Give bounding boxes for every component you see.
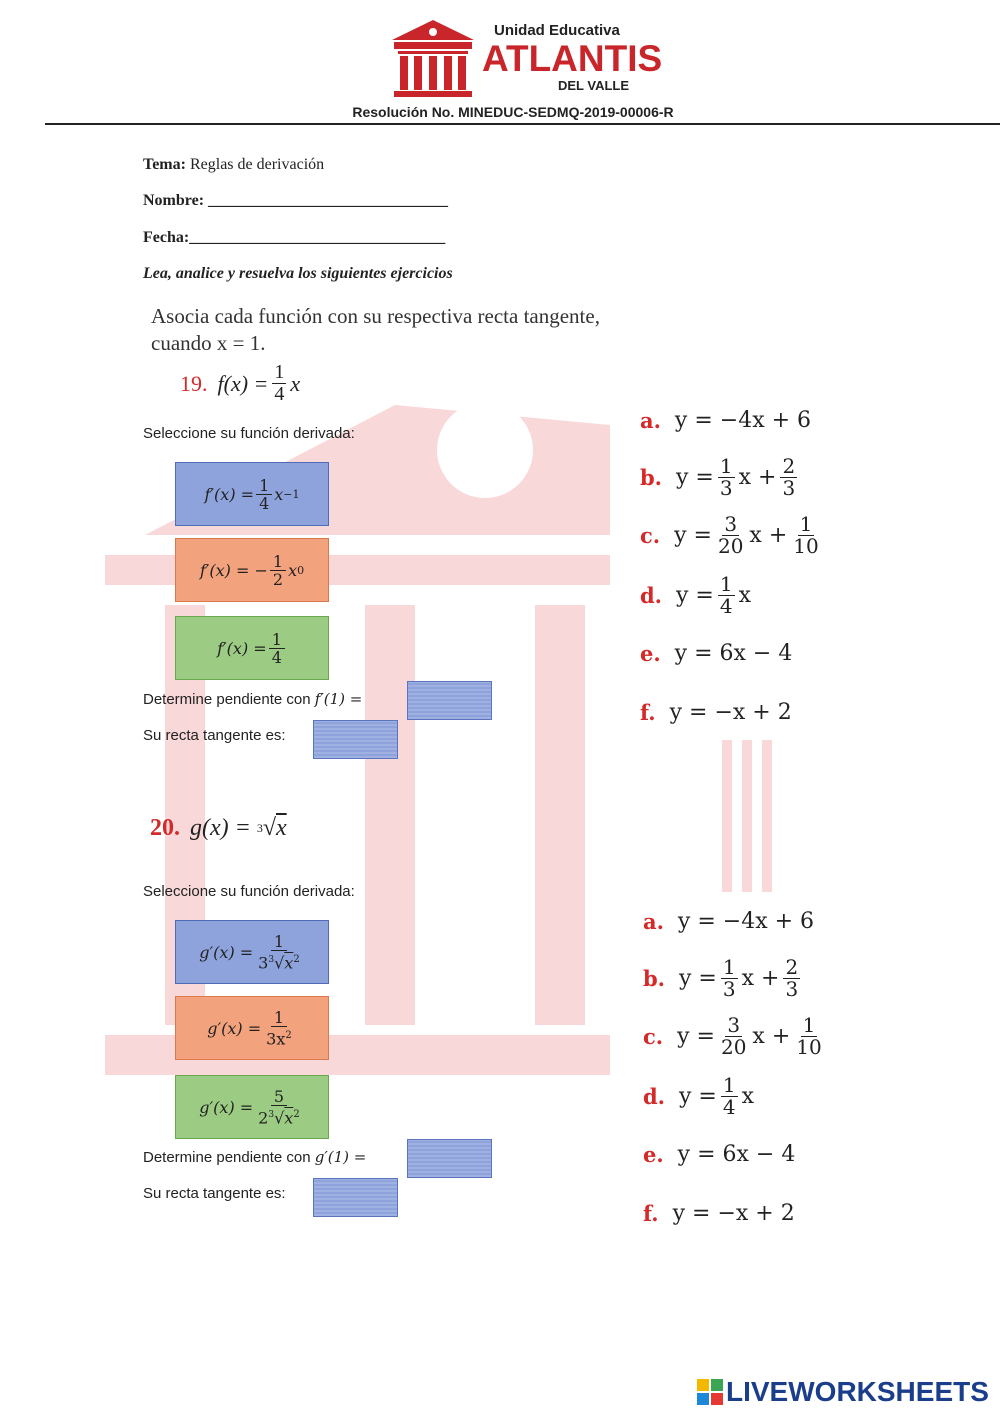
- set2-option-c: [643, 1015, 828, 1058]
- radical-icon: √: [274, 953, 285, 973]
- option-text: y = −4x + 6: [677, 909, 815, 934]
- ex20-slope-input[interactable]: [407, 1139, 492, 1178]
- option-den: 3: [782, 476, 796, 500]
- set2-option-f: [643, 1201, 795, 1226]
- ex20-tangent-input[interactable]: [313, 1178, 398, 1217]
- option-text: y = −x + 2: [669, 700, 792, 725]
- school-logo: [390, 18, 663, 100]
- ex19-opt3-den: 4: [271, 647, 282, 667]
- set2-option-d: [643, 1075, 754, 1118]
- ex20-slope-row: [143, 1148, 366, 1166]
- fecha-field: [143, 229, 445, 247]
- ex19-opt1-fraction: [256, 477, 272, 512]
- option-text: y = −4x + 6: [674, 408, 812, 433]
- ex20-number: 20.: [150, 815, 180, 841]
- ex20-option-2[interactable]: [175, 996, 329, 1060]
- nombre-line: ______________________________: [208, 192, 449, 209]
- radical-icon: √: [274, 1108, 285, 1128]
- option-num: 1: [722, 1073, 736, 1097]
- option-text: y = 6x − 4: [674, 641, 793, 666]
- ex19-opt1-num: 1: [256, 477, 272, 495]
- set2-option-a: [643, 909, 814, 934]
- ex19-opt3-num: 1: [269, 631, 285, 649]
- option-num: 1: [719, 572, 733, 596]
- option-den: 10: [793, 534, 819, 558]
- option-den: 20: [717, 534, 744, 558]
- ex20-opt1-lhs: g′(x) =: [199, 942, 254, 962]
- option-frac-2: [794, 1015, 823, 1058]
- option-den: 10: [796, 1035, 822, 1059]
- option-frac-2: [780, 456, 797, 499]
- option-frac-1: [716, 514, 745, 557]
- ex20-option-3[interactable]: [175, 1075, 329, 1139]
- option-den: 3: [785, 977, 799, 1001]
- set1-option-a: [640, 408, 811, 433]
- option-letter: c.: [643, 1024, 664, 1049]
- ex20-opt3-den-exp: 2: [293, 1108, 300, 1120]
- ex19-opt3-lhs: f′(x) =: [217, 638, 267, 658]
- ex20-slope-expr: g′(1) =: [314, 1148, 367, 1166]
- ex19-opt1-lhs: f′(x) =: [204, 484, 255, 504]
- option-letter: b.: [643, 966, 665, 991]
- option-num: 1: [719, 454, 733, 478]
- option-frac-1: [721, 957, 738, 1000]
- ex20-tangent-label: Su recta tangente es:: [143, 1185, 286, 1202]
- ex20-opt1-den-exp: 2: [293, 953, 300, 965]
- option-frac-2: [791, 514, 820, 557]
- option-den: 4: [722, 1095, 736, 1119]
- option-letter: c.: [640, 523, 661, 548]
- tema-value: Reglas de derivación: [189, 156, 325, 173]
- option-mid: x +: [749, 523, 788, 548]
- ex19-slope-input[interactable]: [407, 681, 492, 720]
- option-num: 1: [799, 512, 813, 536]
- option-pre: y =: [679, 966, 717, 991]
- ex19-slope-expr: f′(1) =: [314, 690, 363, 708]
- option-mid: x +: [741, 966, 780, 991]
- ex19-option-1[interactable]: [175, 462, 329, 526]
- prompt-line-2: cuando x = 1.: [151, 331, 266, 355]
- set1-option-b: [640, 456, 801, 499]
- nombre-field: [143, 192, 448, 210]
- school-line1: Unidad Educativa: [494, 22, 620, 39]
- ex19-func-fraction: [272, 362, 286, 405]
- ex19-option-2[interactable]: [175, 538, 329, 602]
- ex19-func-var: x: [290, 370, 301, 396]
- ex20-root-var: x: [276, 815, 287, 841]
- set2-option-b: [643, 957, 804, 1000]
- set1-option-f: [640, 700, 792, 725]
- option-pre: y =: [676, 465, 714, 490]
- option-pre: y =: [674, 523, 712, 548]
- option-letter: a.: [640, 408, 661, 433]
- ex20-root-index: 3: [256, 821, 263, 835]
- option-mid: x +: [738, 465, 777, 490]
- ex19-tangent-input[interactable]: [313, 720, 398, 759]
- set2-option-e: [643, 1142, 795, 1167]
- option-mid: x: [741, 1084, 755, 1109]
- ex20-opt1-den-idx: 3: [268, 954, 275, 965]
- exercise-prompt: [151, 303, 600, 357]
- option-pre: y =: [676, 583, 714, 608]
- ex19-func-num: 1: [274, 361, 285, 383]
- ex20-opt3-den: [255, 1106, 303, 1126]
- option-pre: y =: [677, 1024, 715, 1049]
- option-den: 3: [722, 977, 736, 1001]
- ex20-opt1-den-coef: 3: [258, 953, 269, 973]
- option-letter: f.: [640, 700, 656, 725]
- option-num: 1: [722, 955, 736, 979]
- option-mid: x +: [752, 1024, 791, 1049]
- ex19-slope-label: Determine pendiente con: [143, 691, 311, 708]
- ex20-opt2-fraction: [263, 1009, 295, 1047]
- option-frac-2: [783, 957, 800, 1000]
- ex20-opt3-den-idx: 3: [268, 1109, 275, 1120]
- option-num: 3: [727, 1013, 741, 1037]
- option-letter: e.: [640, 641, 661, 666]
- option-den: 3: [719, 476, 733, 500]
- set1-option-e: [640, 641, 792, 666]
- ex19-opt2-exp: 0: [297, 563, 305, 577]
- ex19-opt2-num: 1: [270, 553, 286, 571]
- ex20-opt1-den: [255, 951, 303, 971]
- ex20-opt2-den: [263, 1027, 295, 1047]
- option-den: 4: [719, 594, 733, 618]
- ex20-option-1[interactable]: [175, 920, 329, 984]
- ex20-opt3-lhs: g′(x) =: [199, 1097, 254, 1117]
- option-frac-1: [719, 1015, 748, 1058]
- ex20-title: [150, 815, 287, 842]
- ex20-opt3-num: 5: [271, 1088, 287, 1106]
- nombre-label: Nombre:: [143, 192, 205, 209]
- ex19-option-3[interactable]: [175, 616, 329, 680]
- option-frac-1: [721, 1075, 738, 1118]
- ex19-opt1-exp: −1: [283, 487, 300, 501]
- option-letter: f.: [643, 1201, 659, 1226]
- ex19-func-den: 4: [274, 383, 285, 405]
- fecha-label: Fecha:: [143, 229, 190, 246]
- option-letter: a.: [643, 909, 664, 934]
- ex19-opt1-den: 4: [259, 493, 270, 513]
- tema-label: Tema:: [143, 156, 186, 173]
- ex19-func-lhs: f(x) =: [217, 370, 269, 396]
- resolution-text: Resolución No. MINEDUC-SEDMQ-2019-00006-R: [352, 104, 674, 120]
- ex19-title: [180, 362, 300, 405]
- ex20-opt2-lhs: g′(x) =: [207, 1018, 262, 1038]
- option-letter: b.: [640, 465, 662, 490]
- option-letter: d.: [643, 1084, 665, 1109]
- ex19-opt2-lhs: f′(x) = −: [199, 560, 268, 580]
- ex20-select-label: Seleccione su función derivada:: [143, 883, 355, 900]
- ex19-opt2-var: x: [288, 560, 298, 580]
- option-num: 3: [724, 512, 738, 536]
- ex20-opt2-den-exp: 2: [285, 1029, 292, 1041]
- option-mid: x: [738, 583, 752, 608]
- ex19-opt3-fraction: [269, 631, 285, 666]
- liveworksheets-logo: [697, 1376, 989, 1408]
- ex20-func-lhs: g(x) =: [190, 815, 251, 841]
- prompt-line-1: Asocia cada función con su respectiva recta tangente,: [151, 304, 600, 328]
- ex19-tangent-label: Su recta tangente es:: [143, 727, 286, 744]
- school-line3: DEL VALLE: [558, 78, 630, 93]
- ex20-opt1-den-rad: x: [284, 953, 294, 973]
- option-pre: y =: [679, 1084, 717, 1109]
- liveworksheets-brand: LIVEWORKSHEETS: [726, 1376, 989, 1407]
- school-name: ATLANTIS: [482, 38, 663, 79]
- ex20-opt3-den-coef: 2: [258, 1108, 269, 1128]
- option-text: y = 6x − 4: [677, 1142, 796, 1167]
- set1-option-c: [640, 514, 825, 557]
- radical-icon: √: [262, 815, 277, 841]
- ex19-select-label: Seleccione su función derivada:: [143, 425, 355, 442]
- option-num: 1: [802, 1013, 816, 1037]
- ex20-opt1-num: 1: [271, 933, 287, 951]
- instruction-text: Lea, analice y resuelva los siguientes ejercicios: [143, 265, 453, 282]
- ex20-opt3-den-rad: x: [284, 1108, 294, 1128]
- ex19-opt2-fraction: [270, 553, 286, 588]
- option-den: 20: [720, 1035, 747, 1059]
- option-frac-1: [718, 456, 735, 499]
- ex19-slope-row: [143, 690, 362, 708]
- option-letter: d.: [640, 583, 662, 608]
- ex20-opt2-num: 1: [271, 1009, 287, 1027]
- option-frac-1: [718, 574, 735, 617]
- option-text: y = −x + 2: [672, 1201, 795, 1226]
- ex19-opt1-var: x: [274, 484, 284, 504]
- set1-option-d: [640, 574, 751, 617]
- ex20-opt2-den-coef: 3x: [266, 1029, 286, 1049]
- ex19-number: 19.: [180, 370, 208, 396]
- lws-icon: [697, 1379, 723, 1405]
- ex20-opt3-fraction: [255, 1088, 303, 1126]
- temple-icon: [390, 18, 476, 98]
- option-num: 2: [785, 955, 799, 979]
- ex20-opt1-fraction: [255, 933, 303, 971]
- option-num: 2: [782, 454, 796, 478]
- ex19-opt2-den: 2: [272, 569, 284, 589]
- option-letter: e.: [643, 1142, 664, 1167]
- column-watermark: [720, 740, 786, 892]
- ex20-slope-label: Determine pendiente con: [143, 1149, 311, 1166]
- fecha-line: ________________________________: [189, 229, 446, 246]
- tema-field: [143, 156, 324, 174]
- header-divider: [45, 123, 1000, 125]
